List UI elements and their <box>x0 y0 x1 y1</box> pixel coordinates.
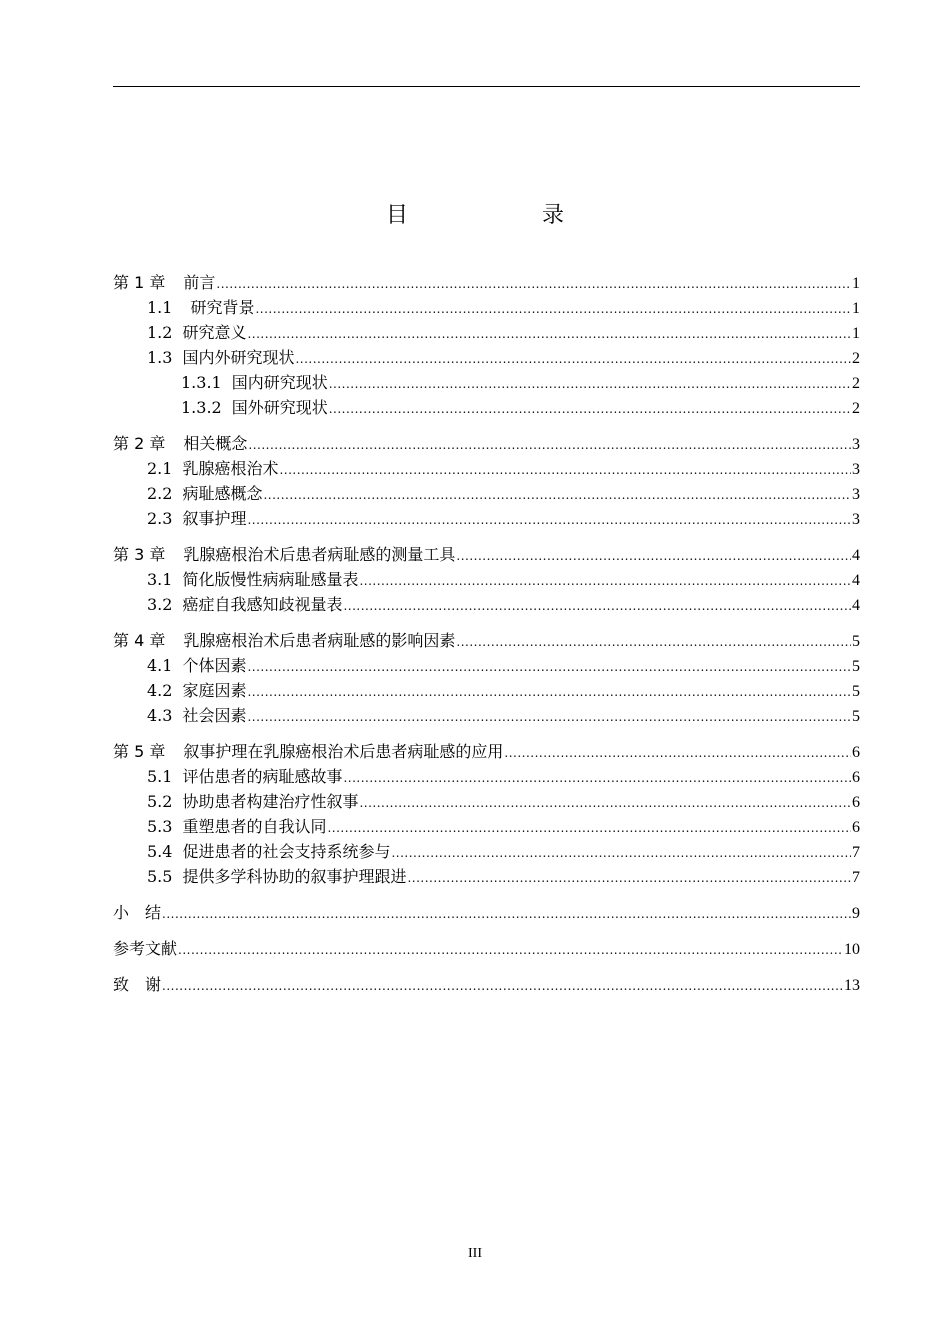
toc-entry-page: 4 <box>852 597 860 614</box>
toc-entry-title: 个体因素 <box>182 656 247 675</box>
toc-entry-title: 乳腺癌根治术后患者病耻感的影响因素 <box>183 631 456 650</box>
dot-leader <box>178 938 843 963</box>
dot-leader <box>343 594 851 619</box>
dot-leader <box>248 433 851 458</box>
toc-entry-number: 4.2 <box>147 681 173 700</box>
toc-entry-number: 5.1 <box>147 767 173 786</box>
toc-entry-chapter-5[interactable] <box>113 739 860 764</box>
toc-entry-title: 国内外研究现状 <box>182 348 295 367</box>
toc-entry-page: 6 <box>852 794 860 811</box>
toc-entry-number: 5.4 <box>147 842 173 861</box>
toc-entry-1-3-1[interactable] <box>113 370 860 395</box>
toc-entry-page: 9 <box>852 905 860 922</box>
toc-entry-number: 2.3 <box>147 509 173 528</box>
toc-entry-number: 3.1 <box>147 570 173 589</box>
toc-entry-title: 国内研究现状 <box>231 373 328 392</box>
toc-entry-page: 1 <box>852 325 860 342</box>
dot-leader <box>456 630 851 655</box>
toc-entry-acknowledgements[interactable] <box>113 972 860 997</box>
toc-entry-4-3[interactable] <box>113 703 860 728</box>
toc-entry-page: 6 <box>852 819 860 836</box>
toc-entry-page: 13 <box>844 977 860 994</box>
toc-entry-page: 3 <box>852 436 860 453</box>
dot-leader <box>329 397 851 422</box>
toc-entry-2-1[interactable] <box>113 456 860 481</box>
toc-entry-title: 叙事护理在乳腺癌根治术后患者病耻感的应用 <box>183 742 504 761</box>
dot-leader <box>247 322 851 347</box>
toc-entry-5-5[interactable] <box>113 864 860 889</box>
toc-entry-5-4[interactable] <box>113 839 860 864</box>
toc-entry-1-3-2[interactable] <box>113 395 860 420</box>
toc-entry-references[interactable] <box>113 936 860 961</box>
dot-leader <box>456 544 851 569</box>
toc-entry-number: 2.1 <box>147 459 173 478</box>
toc-entry-number: 第 3 章 <box>113 545 166 564</box>
toc-entry-1-2[interactable] <box>113 320 860 345</box>
dot-leader <box>247 680 851 705</box>
dot-leader <box>162 974 843 999</box>
toc-entry-page: 5 <box>852 658 860 675</box>
toc-entry-1-1[interactable] <box>113 295 860 320</box>
toc-entry-number: 1.3 <box>147 348 173 367</box>
toc-entry-number: 1.3.2 <box>181 398 222 417</box>
toc-entry-title: 叙事护理 <box>182 509 247 528</box>
toc-entry-2-3[interactable] <box>113 506 860 531</box>
toc-entry-title: 家庭因素 <box>182 681 247 700</box>
dot-leader <box>343 766 851 791</box>
toc-entry-title: 致 谢 <box>113 975 162 994</box>
toc-entry-5-3[interactable] <box>113 814 860 839</box>
toc-entry-page: 10 <box>844 941 860 958</box>
dot-leader <box>279 458 851 483</box>
dot-leader <box>329 372 851 397</box>
toc-entry-title: 协助患者构建治疗性叙事 <box>182 792 359 811</box>
toc-entry-title: 研究意义 <box>182 323 247 342</box>
dot-leader <box>391 841 851 866</box>
toc-entry-title: 病耻感概念 <box>182 484 263 503</box>
dot-leader <box>216 272 851 297</box>
toc-entry-number: 4.3 <box>147 706 173 725</box>
dot-leader <box>247 705 851 730</box>
toc-entry-page: 5 <box>852 683 860 700</box>
toc-entry-3-2[interactable] <box>113 592 860 617</box>
toc-entry-page: 4 <box>852 547 860 564</box>
toc-entry-title: 评估患者的病耻感故事 <box>182 767 343 786</box>
toc-entry-page: 6 <box>852 744 860 761</box>
toc-entry-page: 2 <box>852 350 860 367</box>
toc-entry-5-2[interactable] <box>113 789 860 814</box>
dot-leader <box>295 347 851 372</box>
toc-entry-chapter-2[interactable] <box>113 431 860 456</box>
toc-entry-number: 第 2 章 <box>113 434 166 453</box>
toc-entry-page: 3 <box>852 511 860 528</box>
toc-entry-page: 5 <box>852 633 860 650</box>
toc-entry-page: 7 <box>852 844 860 861</box>
toc-entry-title: 研究背景 <box>190 298 255 317</box>
toc-entry-page: 7 <box>852 869 860 886</box>
toc-entry-title: 小 结 <box>113 903 162 922</box>
toc-entry-page: 4 <box>852 572 860 589</box>
toc-entry-page: 1 <box>852 300 860 317</box>
toc-entry-title: 乳腺癌根治术 <box>182 459 279 478</box>
toc-entry-summary[interactable] <box>113 900 860 925</box>
toc-entry-page: 3 <box>852 461 860 478</box>
toc-title: 目 录 <box>385 203 594 228</box>
toc-entry-page: 3 <box>852 486 860 503</box>
toc-entry-page: 1 <box>852 275 860 292</box>
toc-entry-chapter-3[interactable] <box>113 542 860 567</box>
toc-entry-title: 前言 <box>183 273 216 292</box>
dot-leader <box>327 816 851 841</box>
header-rule <box>113 86 860 87</box>
toc-entry-title: 国外研究现状 <box>231 398 328 417</box>
toc-entry-chapter-4[interactable] <box>113 628 860 653</box>
toc-entry-title: 参考文献 <box>113 939 178 958</box>
toc-entry-title: 重塑患者的自我认同 <box>182 817 327 836</box>
toc-entry-number: 5.2 <box>147 792 173 811</box>
table-of-contents <box>113 270 860 997</box>
footer-page-number: III <box>468 1246 482 1261</box>
toc-entry-number: 4.1 <box>147 656 173 675</box>
toc-entry-number: 第 5 章 <box>113 742 166 761</box>
toc-entry-title: 简化版慢性病病耻感量表 <box>182 570 359 589</box>
dot-leader <box>255 297 851 322</box>
toc-entry-4-1[interactable] <box>113 653 860 678</box>
toc-entry-4-2[interactable] <box>113 678 860 703</box>
dot-leader <box>359 569 851 594</box>
toc-entry-number: 5.3 <box>147 817 173 836</box>
toc-entry-number: 第 1 章 <box>113 273 166 292</box>
dot-leader <box>247 655 851 680</box>
dot-leader <box>504 741 851 766</box>
dot-leader <box>247 508 851 533</box>
toc-entry-title: 乳腺癌根治术后患者病耻感的测量工具 <box>183 545 456 564</box>
toc-entry-number: 1.2 <box>147 323 173 342</box>
toc-entry-number: 5.5 <box>147 867 173 886</box>
dot-leader <box>407 866 851 891</box>
toc-entry-5-1[interactable] <box>113 764 860 789</box>
toc-entry-number: 3.2 <box>147 595 173 614</box>
toc-entry-title: 促进患者的社会支持系统参与 <box>182 842 391 861</box>
dot-leader <box>263 483 851 508</box>
toc-entry-number: 第 4 章 <box>113 631 166 650</box>
toc-entry-page: 2 <box>852 375 860 392</box>
toc-entry-number: 2.2 <box>147 484 173 503</box>
dot-leader <box>359 791 851 816</box>
toc-entry-3-1[interactable] <box>113 567 860 592</box>
toc-entry-page: 2 <box>852 400 860 417</box>
toc-entry-title: 癌症自我感知歧视量表 <box>182 595 343 614</box>
toc-entry-number: 1.3.1 <box>181 373 222 392</box>
toc-entry-page: 5 <box>852 708 860 725</box>
toc-entry-chapter-1[interactable] <box>113 270 860 295</box>
toc-entry-2-2[interactable] <box>113 481 860 506</box>
dot-leader <box>162 902 851 927</box>
toc-entry-title: 相关概念 <box>183 434 248 453</box>
toc-entry-1-3[interactable] <box>113 345 860 370</box>
toc-entry-number: 1.1 <box>147 298 173 317</box>
toc-entry-page: 6 <box>852 769 860 786</box>
toc-entry-title: 提供多学科协助的叙事护理跟进 <box>182 867 407 886</box>
toc-entry-title: 社会因素 <box>182 706 247 725</box>
